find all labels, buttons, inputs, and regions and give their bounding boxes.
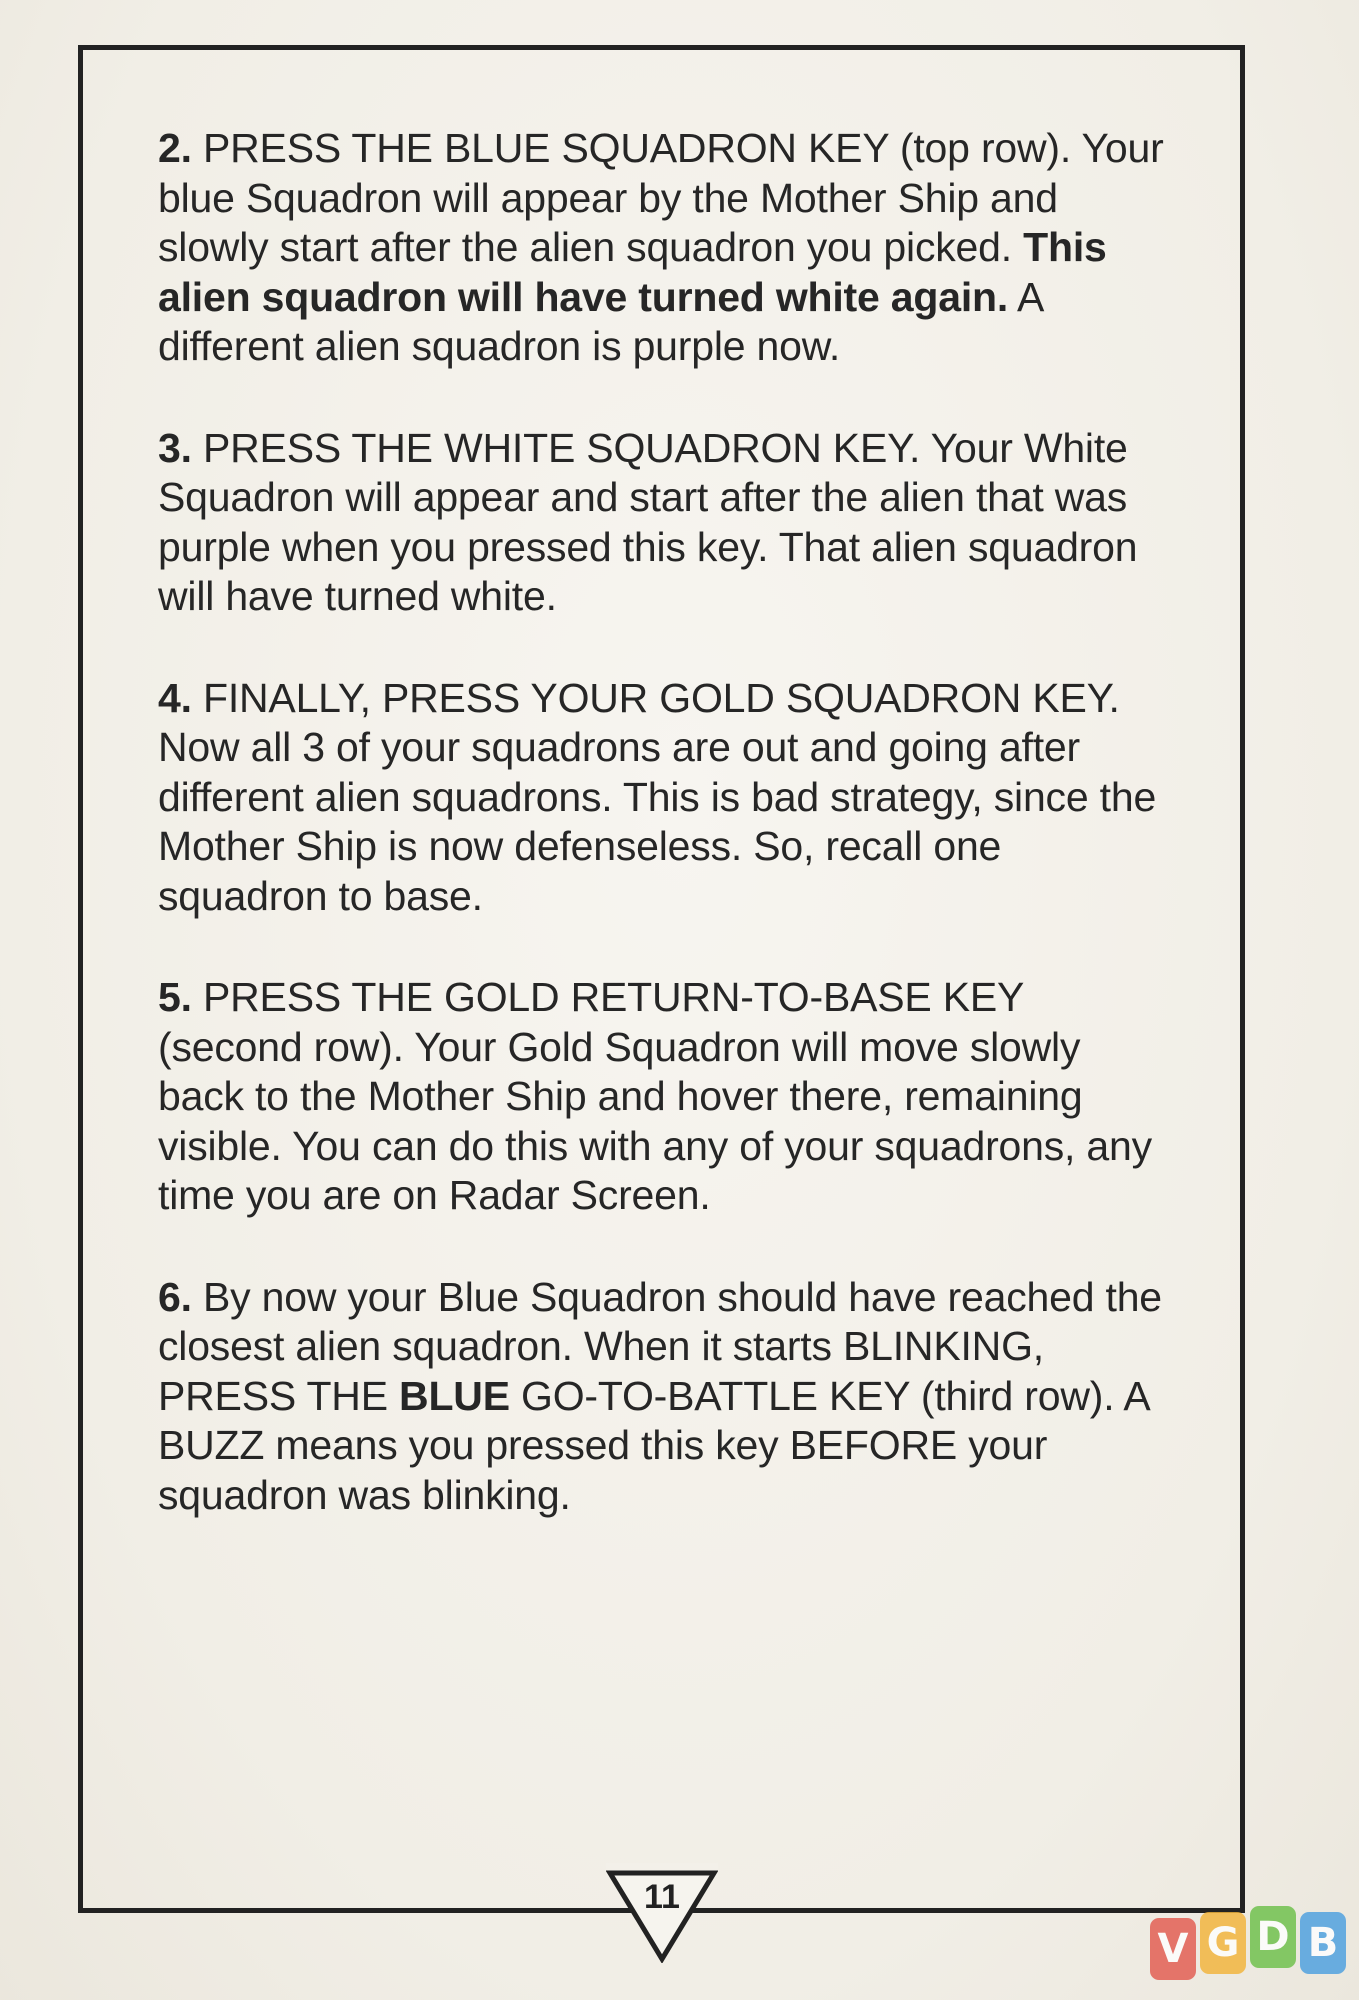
step-text-bold: This alien squadron will have turned white again. [158, 224, 1107, 320]
step-4 [158, 674, 1168, 922]
step-2 [158, 124, 1168, 372]
step-number: 5. [158, 974, 192, 1020]
step-number: 6. [158, 1273, 192, 1320]
page-number: 11 [644, 1878, 680, 1916]
watermark-letter: D [1250, 1906, 1296, 1968]
step-text: FINALLY, PRESS YOUR GOLD SQUADRON KEY. Now all 3 of your squadrons are out and going after different alien squadrons. This is bad strategy, since the Mother Ship is now defenseless. So, recall one squadron to base. [158, 674, 1157, 919]
step-text: By now your Blue Squadron should have reached the closest alien squadron. When it starts BLINKING, PRESS THE [158, 1273, 1162, 1419]
watermark-letter: V [1150, 1918, 1196, 1980]
step-text: PRESS THE WHITE SQUADRON KEY. Your White Squadron will appear and start after the alien that was purple when you pressed this key. That alien squadron will have turned white. [158, 424, 1138, 619]
instructions-body [158, 124, 1168, 1572]
step-text: A different alien squadron is purple now. [158, 273, 1042, 369]
watermark-letter: G [1200, 1912, 1246, 1974]
watermark-letter: B [1300, 1912, 1346, 1974]
step-text: GO-TO-BATTLE KEY (third row). A BUZZ means you pressed this key BEFORE your squadron was blinking. [158, 1372, 1149, 1518]
step-number: 3. [158, 424, 192, 471]
step-3 [158, 424, 1168, 622]
step-5 [158, 973, 1168, 1221]
step-number: 2. [158, 125, 192, 171]
step-6 [158, 1273, 1168, 1521]
step-text: PRESS THE BLUE SQUADRON KEY (top row). Your blue Squadron will appear by the Mother Ship and slowly start after the alien squadron you picked. [158, 125, 1164, 270]
step-number: 4. [158, 674, 192, 721]
vgdb-watermark-logo [1150, 1912, 1346, 1978]
step-text-bold: BLUE [399, 1372, 510, 1419]
step-text: PRESS THE GOLD RETURN-TO-BASE KEY (second row). Your Gold Squadron will move slowly back to the Mother Ship and hover there, remaining visible. You can do this with any of your squadrons, any time you are on Radar Screen. [158, 974, 1152, 1218]
